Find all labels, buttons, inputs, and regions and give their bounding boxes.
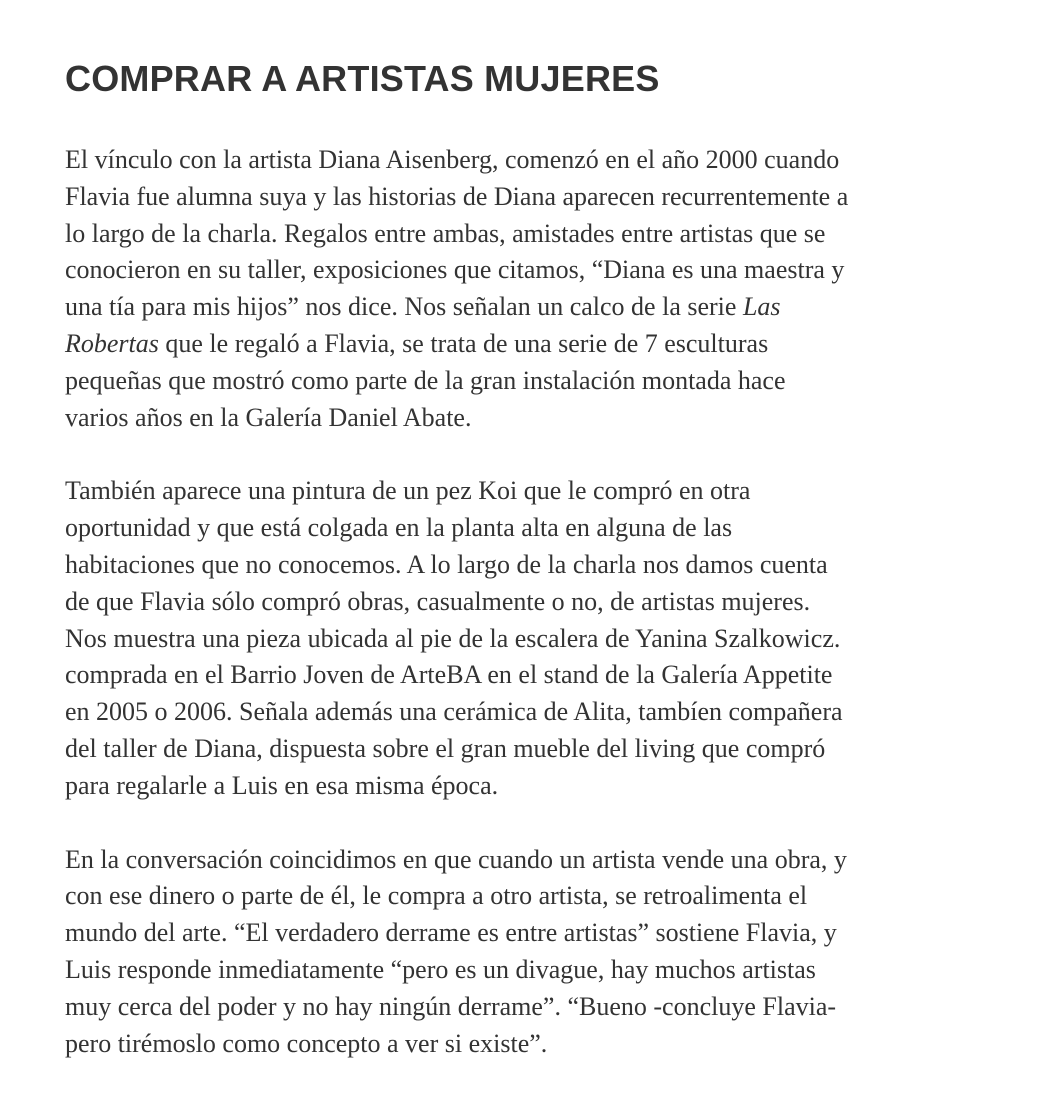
paragraph-1 (65, 142, 1005, 436)
article (65, 55, 1005, 1062)
paragraph-3: En la conversación coincidimos en que cuando un artista vende una obra, y con ese dinero o parte de él, le compra a otro artista, se retroalimenta el mundo del arte. “El verdadero derrame es entre artistas” sostiene Flavia, y Luis responde inmediatamente “pero es un divague, hay muchos artistas muy cerca del poder y no hay ningún derrame”. “Bueno -concluye Flavia- pero tirémoslo como concepto a ver si existe”. (65, 844, 847, 1058)
series-title-word-2: Robertas (65, 328, 159, 358)
paragraph-1-text-b: que le regaló a Flavia, se trata de una serie de 7 esculturas pequeñas que mostró como parte de la gran instalación montada hace varios años en la Galería Daniel Abate. (65, 328, 786, 432)
paragraph-2: También aparece una pintura de un pez Koi que le compró en otra oportunidad y que está colgada en la planta alta en alguna de las habitaciones que no conocemos. A lo largo de la charla nos damos cuenta de que Flavia sólo compró obras, casualmente o no, de artistas mujeres. Nos muestra una pieza ubicada al pie de la escalera de Yanina Szalkowicz. comprada en el Barrio Joven de ArteBA en el stand de la Galería Appetite en 2005 o 2006. Señala además una cerámica de Alita, tambíen compañera del taller de Diana, dispuesta sobre el gran mueble del living que compró para regalarle a Luis en esa misma época. (65, 476, 843, 800)
series-title-word-1: Las (742, 292, 781, 322)
paragraph-1-text-a: El vínculo con la artista Diana Aisenberg, comenzó en el año 2000 cuando Flavia fue alumna suya y las historias de Diana aparecen recurrentemente a lo largo de la charla. Regalos entre ambas, amistades entre artistas que se conocieron en su taller, exposiciones que citamos, “Diana es una maestra y una tía para mis hijos” nos dice. Nos señalan un calco de la serie (65, 145, 849, 322)
article-title: COMPRAR A ARTISTAS MUJERES (65, 58, 660, 99)
